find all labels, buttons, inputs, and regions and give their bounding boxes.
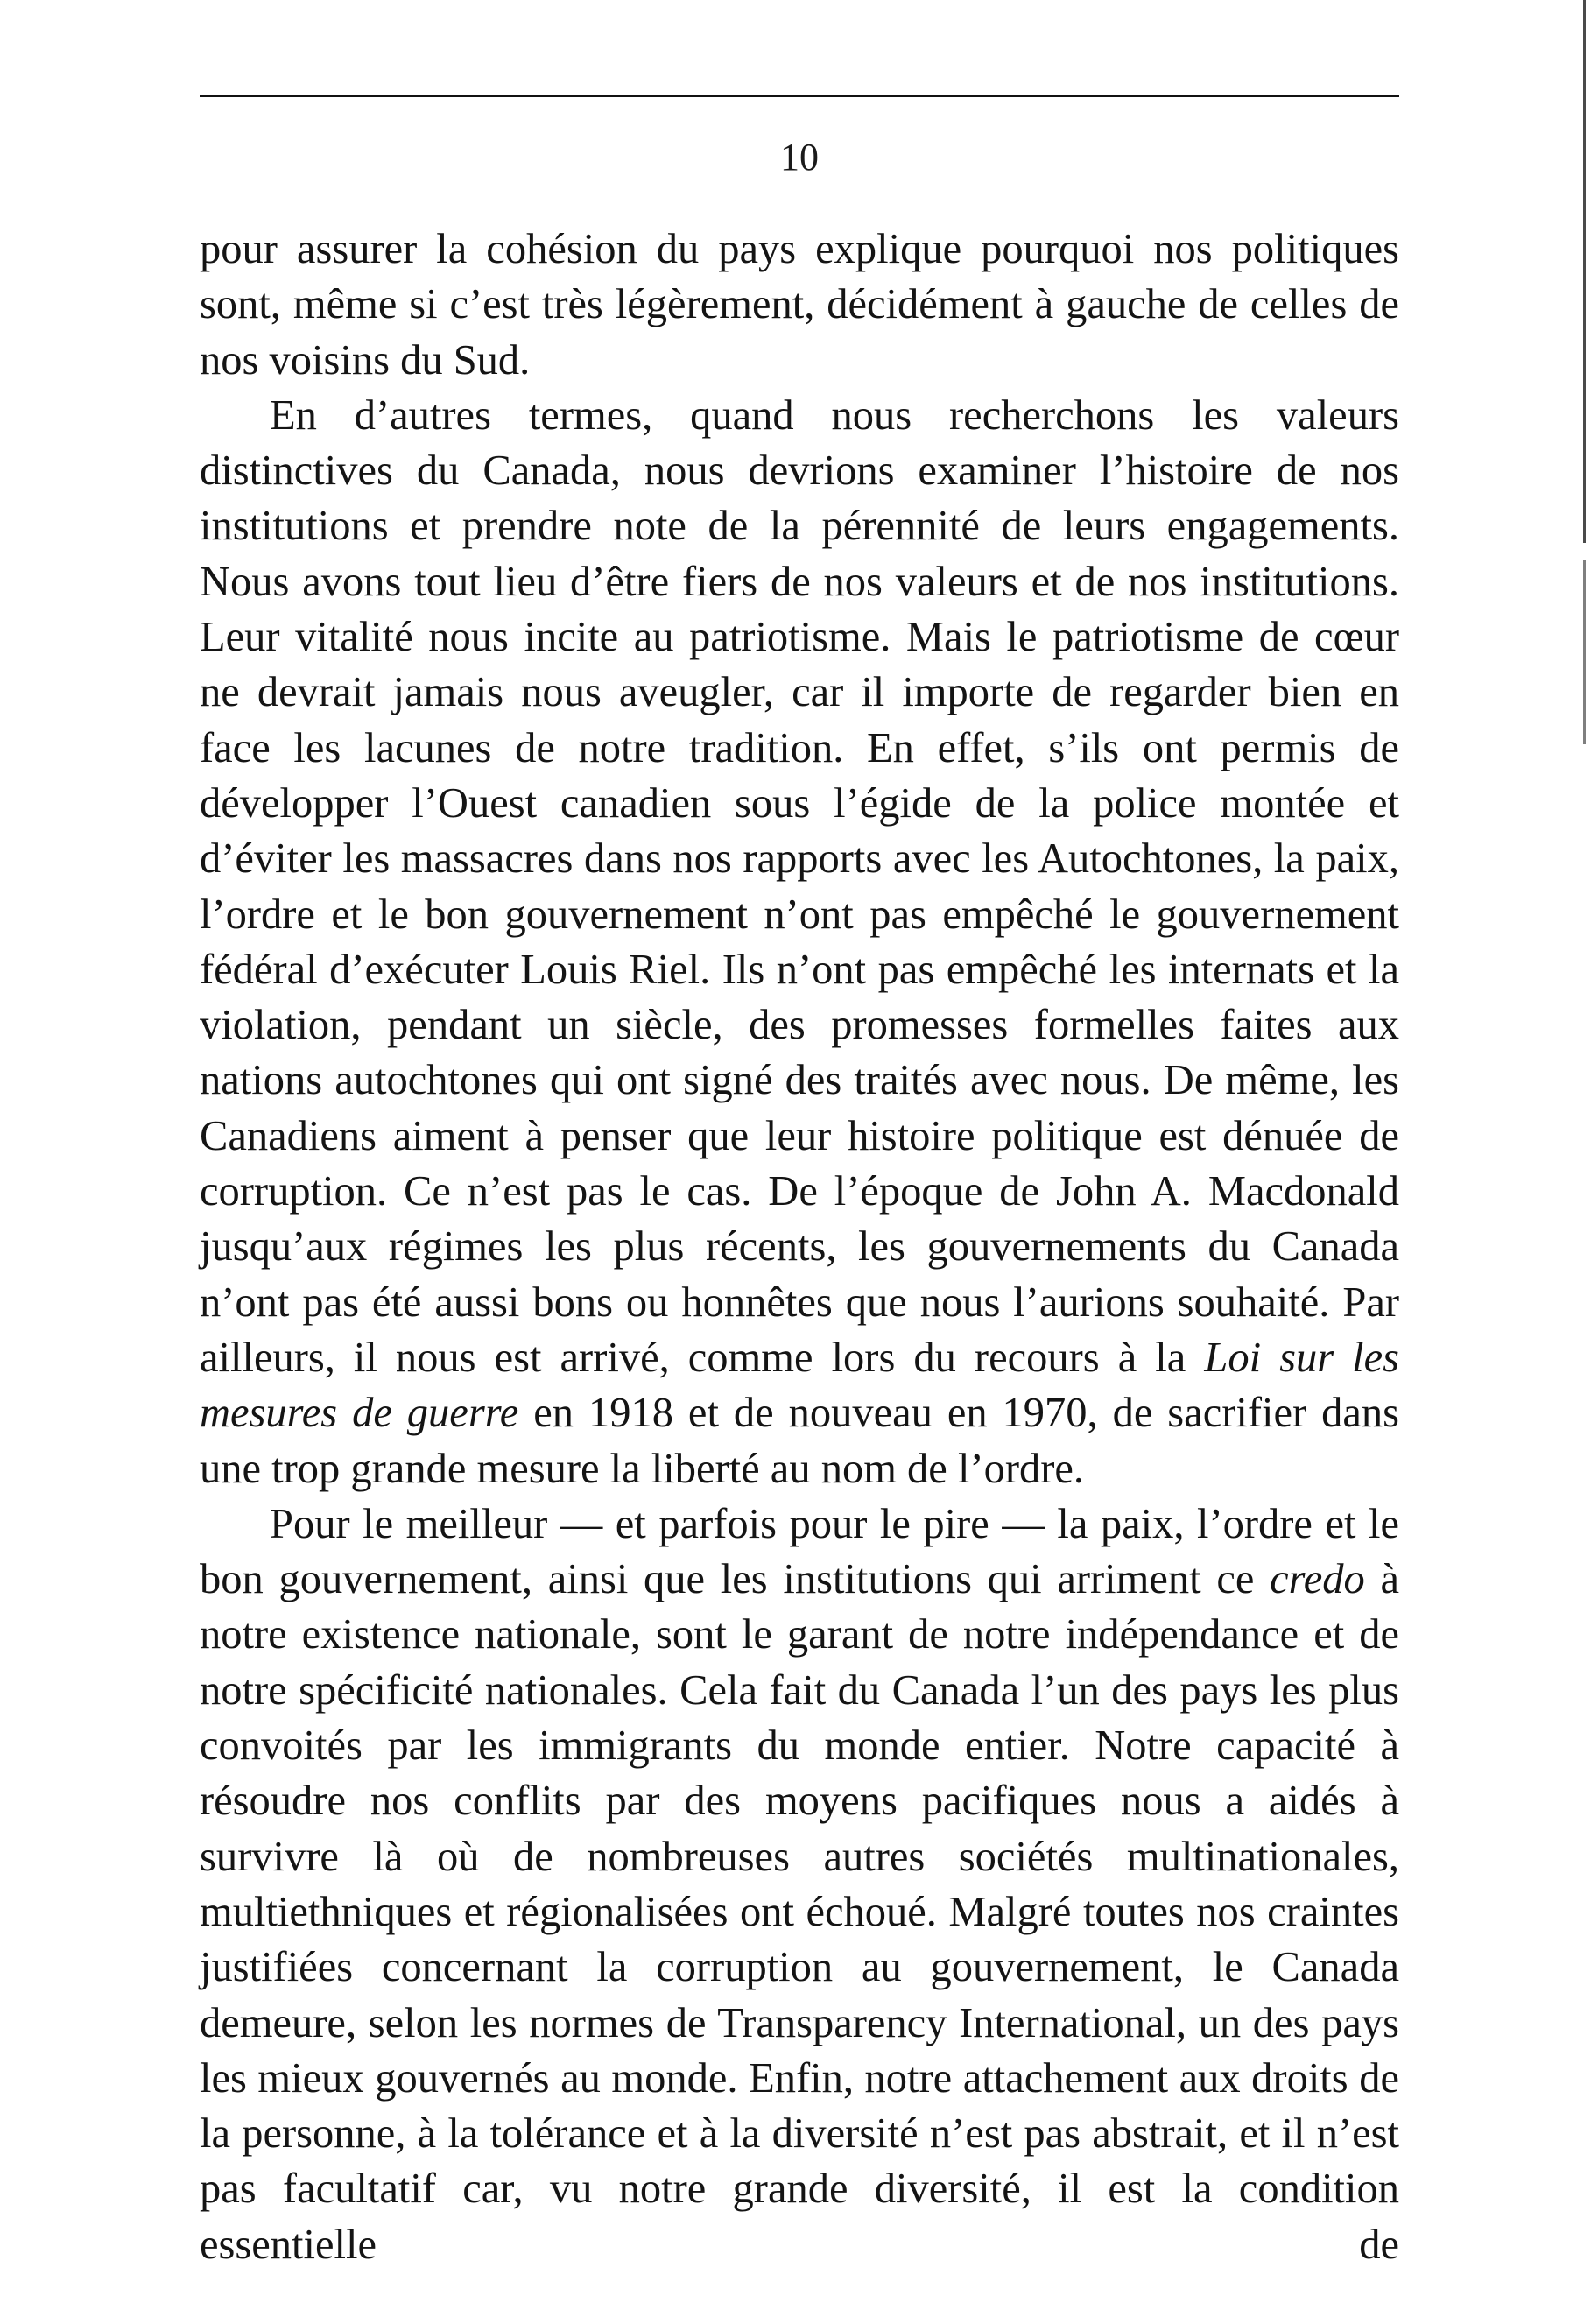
paragraph-1 [200,222,1399,388]
paragraph-2-italic-title: Loi sur les mesures de guerre [200,1334,1400,1437]
paragraph-3-italic-word: credo [1270,1556,1365,1603]
paragraph-3-text-continued: à notre existence nationale, sont le garant de notre indépendance et de notre spécificité nationales. Cela fait du Canada l’un des pays les plus convoités par les immigrants du monde entier. Notre capacité à résoudre nos conflits par des moyens pacifiques nous a aidés à survivre là où de nombreuses autres sociétés multinationales, multiethniques et régionalisées ont échoué. Malgré toutes nos craintes justifiées concernant la corruption au gouvernement, le Canada demeure, selon les normes de Transparency International, un des pays les mieux gouvernés au monde. Enfin, notre attachement aux droits de la personne, à la tolérance et à la diversité n’est pas abstrait, et il n’est pas facultatif car, vu notre grande diversité, il est la condition essentielle de [200,1556,1400,2268]
paragraph-3-text: Pour le meilleur — et parfois pour le pire — la paix, l’ordre et le bon gouvernement, ainsi que les institutions qui arriment ce [200,1500,1399,1603]
paragraph-1-text: pour assurer la cohésion du pays explique pourquoi nos politiques sont, même si c’est très légèrement, décidément à gauche de celles de nos voisins du Sud. [200,226,1399,384]
scan-binding-edge [1583,0,1586,543]
paragraph-2 [200,388,1399,1497]
page-number: 10 [780,136,819,179]
paragraph-2-text-continued: en 1918 et de nouveau en 1970, de sacrifier dans une trop grande mesure la liberté au nom de l’ordre. [200,1390,1400,1492]
header-rule [200,95,1399,97]
scan-binding-edge-lower [1583,560,1586,744]
body-text [200,222,1399,2272]
paragraph-2-text: En d’autres termes, quand nous recherchons les valeurs distinctives du Canada, nous devrions examiner l’histoire de nos institutions et prendre note de la pérennité de leurs engagements. Nous avons tout lieu d’être fiers de nos valeurs et de nos institutions. Leur vitalité nous incite au patriotisme. Mais le patriotisme de cœur ne devrait jamais nous aveugler, car il importe de regarder bien en face les lacunes de notre tradition. En effet, s’ils ont permis de développer l’Ouest canadien sous l’égide de la police montée et d’éviter les massacres dans nos rapports avec les Autochtones, la paix, l’ordre et le bon gouvernement n’ont pas empêché le gouvernement fédéral d’exécuter Louis Riel. Ils n’ont pas empêché les internats et la violation, pendant un siècle, des promesses formelles faites aux nations autochtones qui ont signé des traités avec nous. De même, les Canadiens aiment à penser que leur histoire politique est dénuée de corruption. Ce n’est pas le cas. De l’époque de John A. Macdonald jusqu’aux régimes les plus récents, les gouvernements du Canada n’ont pas été aussi bons ou honnêtes que nous l’aurions souhaité. Par ailleurs, il nous est arrivé, comme lors du recours à la [200,391,1399,1381]
paragraph-3 [200,1497,1399,2272]
